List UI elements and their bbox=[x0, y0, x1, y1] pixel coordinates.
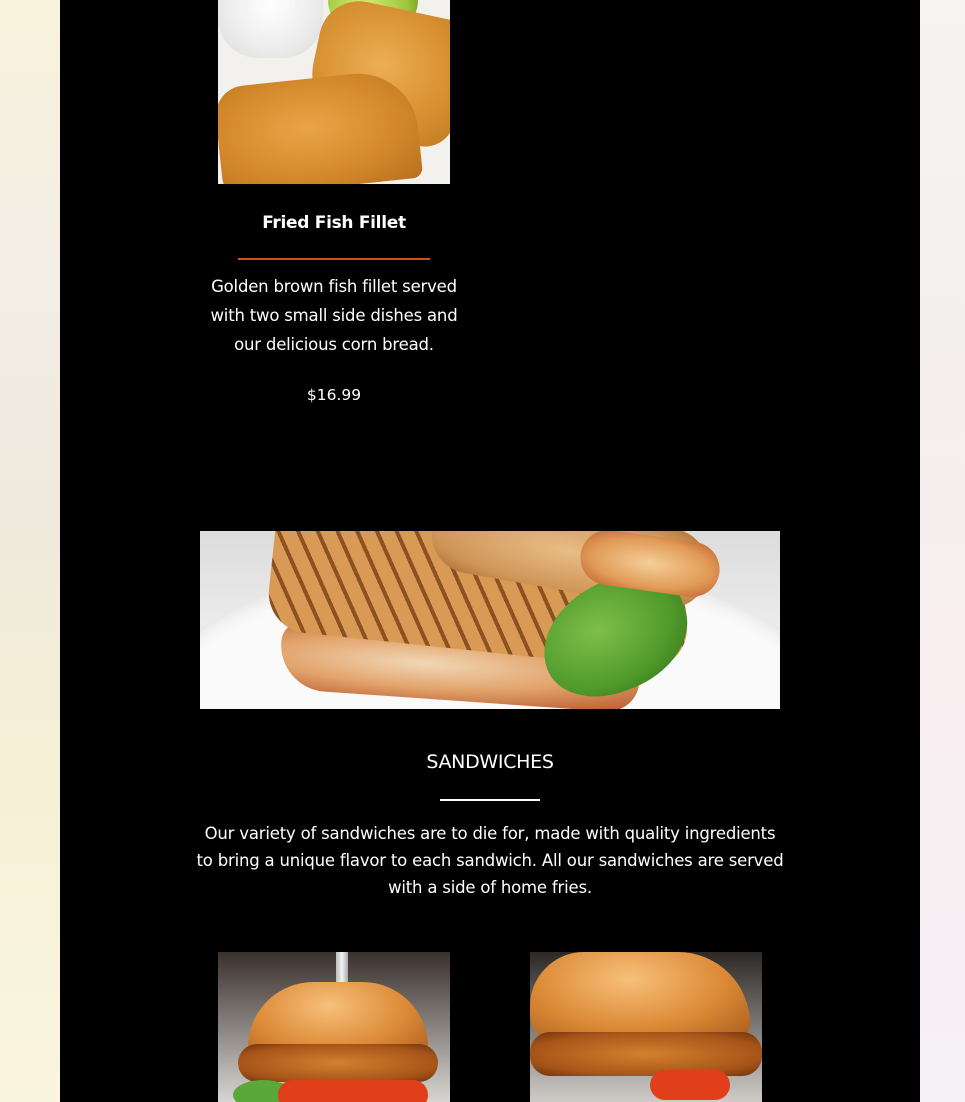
fish-item-title: Fried Fish Fillet bbox=[262, 213, 406, 233]
fried-chicken-shape bbox=[238, 1044, 438, 1082]
sandwiches-banner-photo bbox=[200, 531, 780, 709]
fried-chicken-shape bbox=[530, 1032, 762, 1076]
fish-item-divider bbox=[238, 258, 430, 260]
sandwiches-section-divider bbox=[440, 799, 540, 801]
fish-item-description: Golden brown fish fillet served with two small side dishes and our delicious corn bread. bbox=[210, 277, 458, 354]
chicken-sandwich-photo-right bbox=[530, 952, 762, 1102]
page-background-right bbox=[920, 0, 965, 1102]
fish-fillet-shape bbox=[218, 68, 423, 184]
page-background-left bbox=[0, 0, 60, 1102]
sandwiches-section-description: Our variety of sandwiches are to die for, made with quality ingredients to bring a unique flavor to each sandwich. All our sandwiches are served with a side of home fries. bbox=[196, 824, 784, 897]
sandwiches-section-title: SANDWICHES bbox=[426, 751, 554, 773]
bun-shape bbox=[530, 952, 750, 1042]
fish-item-price: $16.99 bbox=[306, 386, 362, 404]
tomato-shape bbox=[278, 1080, 428, 1102]
fried-fish-photo bbox=[218, 0, 450, 184]
chicken-sandwich-photo-left bbox=[218, 952, 450, 1102]
sauce-cup-shape bbox=[218, 0, 323, 58]
tomato-shape bbox=[650, 1070, 730, 1100]
